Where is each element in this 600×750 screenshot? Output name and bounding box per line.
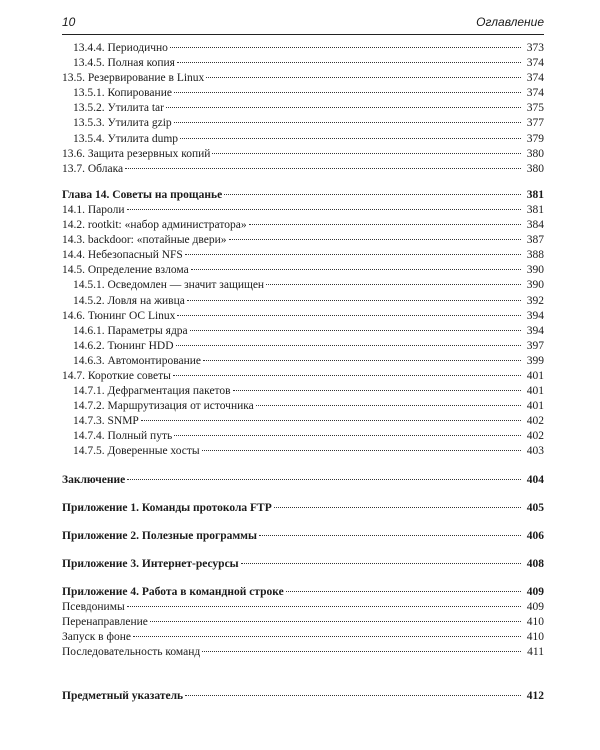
dot-leader	[249, 224, 521, 225]
toc-entry-title: 13.4.4. Периодично	[73, 42, 168, 54]
toc-entry-title: Приложение 1. Команды протокола FTP	[62, 501, 272, 514]
toc-entry-page: 374	[526, 57, 544, 70]
dot-leader	[286, 591, 521, 592]
dot-leader	[212, 153, 521, 154]
toc-entry-page: 412	[526, 690, 544, 703]
section-spacer	[62, 572, 544, 585]
toc-entry-page: 410	[526, 616, 544, 629]
dot-leader	[206, 77, 521, 78]
toc-entry-title: 14.7.3. SNMP	[73, 415, 139, 428]
toc-entry-title: 14.4. Небезопасный NFS	[62, 249, 183, 262]
dot-leader	[229, 239, 522, 240]
toc-entry[interactable]	[62, 384, 544, 399]
dot-leader	[127, 606, 521, 607]
toc-entry-title: 13.5.1. Копирование	[73, 87, 172, 100]
toc-entry-title: 14.6.1. Параметры ядра	[73, 324, 188, 337]
toc-entry-page: 411	[527, 646, 544, 659]
toc-entry-page: 379	[526, 132, 544, 145]
dot-leader	[266, 284, 521, 285]
toc-entry[interactable]	[62, 162, 544, 177]
toc-entry-page: 402	[526, 415, 544, 428]
toc-entry[interactable]	[62, 369, 544, 384]
toc-entry[interactable]	[62, 101, 544, 116]
toc-entry-title: Глава 14. Советы на прощанье	[62, 188, 223, 201]
toc-entry[interactable]	[62, 354, 544, 369]
dot-leader	[180, 138, 521, 139]
toc-entry-title: 13.4.5. Полная копия	[73, 57, 175, 70]
toc-entry-page: 374	[526, 87, 544, 100]
dot-leader	[174, 435, 521, 436]
toc-entry[interactable]	[62, 233, 544, 248]
toc-entry[interactable]	[62, 600, 544, 615]
toc-entry[interactable]	[62, 429, 544, 444]
toc-entry[interactable]	[62, 444, 544, 459]
toc-entry[interactable]	[62, 86, 544, 101]
toc-entry-page: 409	[526, 585, 544, 598]
toc-entry-page: 390	[526, 279, 544, 292]
toc-chapter[interactable]	[62, 689, 544, 704]
toc-entry-page: 404	[526, 473, 544, 486]
toc-entry-title: 14.5. Определение взлома	[62, 264, 189, 277]
dot-leader	[241, 563, 521, 564]
toc-entry-title: 14.7.1. Дефрагментация пакетов	[73, 385, 231, 398]
toc-entry-title: 13.5.3. Утилита gzip	[73, 117, 172, 130]
toc-chapter[interactable]	[62, 585, 544, 600]
toc-entry-title: Запуск в фоне	[62, 631, 131, 644]
toc-entry[interactable]	[62, 339, 544, 354]
toc-entry-title: Приложение 4. Работа в командной строке	[62, 585, 284, 598]
toc-entry[interactable]	[62, 399, 544, 414]
toc-chapter[interactable]	[62, 188, 544, 203]
page-number: 10	[62, 15, 76, 29]
toc-entry-page: 410	[526, 631, 544, 644]
toc-entry[interactable]	[62, 630, 544, 645]
toc-entry-page: 387	[526, 234, 544, 247]
toc-entry[interactable]	[62, 324, 544, 339]
dot-leader	[141, 420, 521, 421]
toc-entry[interactable]	[62, 645, 544, 660]
dot-leader	[203, 360, 521, 361]
toc-chapter[interactable]	[62, 529, 544, 544]
toc-chapter[interactable]	[62, 501, 544, 516]
toc-entry-title: 14.7.2. Маршрутизация от источника	[73, 400, 254, 413]
dot-leader	[190, 330, 521, 331]
toc-entry-title: 14.2. rootkit: «набор администратора»	[62, 219, 247, 232]
dot-leader	[177, 315, 521, 316]
toc-entry-title: Предметный указатель	[62, 690, 184, 703]
section-spacer	[62, 488, 544, 501]
running-title: Оглавление	[476, 15, 544, 29]
dot-leader	[224, 194, 521, 195]
dot-leader	[170, 47, 521, 48]
toc-entry-title: 14.6. Тюнинг ОС Linux	[62, 309, 176, 322]
toc-entry-page: 374	[526, 72, 544, 85]
toc-entry-page: 390	[526, 264, 544, 277]
toc-entry-page: 380	[526, 162, 544, 175]
toc-entry-page: 403	[526, 445, 544, 458]
toc-entry[interactable]	[62, 116, 544, 131]
dot-leader	[173, 375, 521, 376]
toc-entry-page: 375	[526, 102, 544, 115]
dot-leader	[127, 209, 521, 210]
toc-entry[interactable]	[62, 56, 544, 71]
toc-entry-page: 394	[526, 324, 544, 337]
toc-entry-title: 13.5.4. Утилита dump	[73, 132, 179, 145]
dot-leader	[259, 535, 521, 536]
toc-entry-page: 397	[526, 339, 544, 352]
toc-chapter[interactable]	[62, 557, 544, 572]
dot-leader	[174, 92, 521, 93]
section-spacer	[62, 544, 544, 557]
toc-entry-title: 13.7. Облака	[62, 162, 124, 175]
dot-leader	[125, 168, 521, 169]
toc-entry-title: 14.3. backdoor: «потайные двери»	[62, 234, 227, 247]
toc-entry-title: 13.6. Защита резервных копий	[62, 147, 211, 160]
toc-entry-page: 405	[526, 501, 544, 514]
toc-entry[interactable]	[62, 278, 544, 293]
toc-entry-title: 13.5. Резервирование в Linux	[62, 72, 205, 85]
dot-leader	[176, 345, 521, 346]
toc-entry-page: 377	[526, 117, 544, 130]
dot-leader	[274, 507, 521, 508]
toc-entry-page: 381	[526, 188, 544, 201]
toc-entry[interactable]	[62, 309, 544, 324]
toc-entry-title: Приложение 3. Интернет-ресурсы	[62, 557, 239, 570]
toc-entry-title: 14.7.5. Доверенные хосты	[73, 445, 200, 458]
toc-entry-title: Приложение 2. Полезные программы	[62, 529, 257, 542]
table-of-contents	[62, 41, 544, 704]
toc-entry-page: 401	[526, 400, 544, 413]
dot-leader	[166, 107, 521, 108]
toc-entry[interactable]	[62, 203, 544, 218]
toc-entry[interactable]	[62, 41, 544, 56]
toc-entry[interactable]	[62, 248, 544, 263]
section-spacer	[62, 460, 544, 473]
section-spacer	[62, 177, 544, 188]
toc-entry[interactable]	[62, 218, 544, 233]
toc-entry-page: 392	[526, 294, 544, 307]
toc-entry-page: 388	[526, 249, 544, 262]
toc-entry[interactable]	[62, 263, 544, 278]
toc-entry-page: 394	[526, 309, 544, 322]
dot-leader	[185, 254, 521, 255]
toc-entry[interactable]	[62, 615, 544, 630]
section-spacer	[62, 660, 544, 689]
toc-entry[interactable]	[62, 294, 544, 309]
toc-entry-title: 14.7.4. Полный путь	[73, 430, 173, 443]
dot-leader	[187, 300, 521, 301]
toc-entry-page: 401	[526, 385, 544, 398]
toc-entry[interactable]	[62, 71, 544, 86]
dot-leader	[202, 651, 521, 652]
toc-entry-title: 13.5.2. Утилита tar	[73, 102, 164, 115]
toc-entry-title: 14.1. Пароли	[62, 203, 125, 216]
toc-entry-page: 409	[526, 601, 544, 613]
toc-entry[interactable]	[62, 414, 544, 429]
dot-leader	[174, 122, 521, 123]
dot-leader	[127, 479, 521, 480]
toc-entry-title: 14.6.2. Тюнинг HDD	[73, 339, 174, 352]
toc-entry-title: 14.7. Короткие советы	[62, 369, 171, 382]
toc-entry-page: 402	[526, 430, 544, 443]
dot-leader	[133, 636, 521, 637]
dot-leader	[233, 390, 521, 391]
dot-leader	[150, 621, 521, 622]
dot-leader	[185, 695, 521, 696]
dot-leader	[202, 450, 521, 451]
toc-entry-title: 14.6.3. Автомонтирование	[73, 354, 202, 367]
toc-entry-page: 408	[526, 557, 544, 570]
page-header	[62, 12, 544, 35]
dot-leader	[177, 62, 521, 63]
toc-entry-page: 384	[526, 219, 544, 232]
section-spacer	[62, 516, 544, 529]
toc-entry-title: Перенаправление	[62, 616, 148, 629]
toc-entry-page: 373	[526, 42, 544, 54]
toc-entry-page: 381	[526, 203, 544, 216]
toc-entry-title: Последовательность команд	[62, 646, 201, 659]
toc-entry-title: 14.5.2. Ловля на живца	[73, 294, 185, 307]
toc-entry-page: 406	[526, 529, 544, 542]
toc-entry[interactable]	[62, 132, 544, 147]
toc-entry-title: 14.5.1. Осведомлен — значит защищен	[73, 279, 265, 292]
dot-leader	[256, 405, 521, 406]
toc-chapter[interactable]	[62, 473, 544, 488]
toc-entry[interactable]	[62, 147, 544, 162]
toc-entry-page: 399	[526, 354, 544, 367]
toc-entry-title: Заключение	[62, 473, 126, 486]
toc-entry-page: 401	[526, 369, 544, 382]
toc-entry-title: Псевдонимы	[62, 601, 125, 613]
toc-entry-page: 380	[526, 147, 544, 160]
dot-leader	[191, 269, 521, 270]
